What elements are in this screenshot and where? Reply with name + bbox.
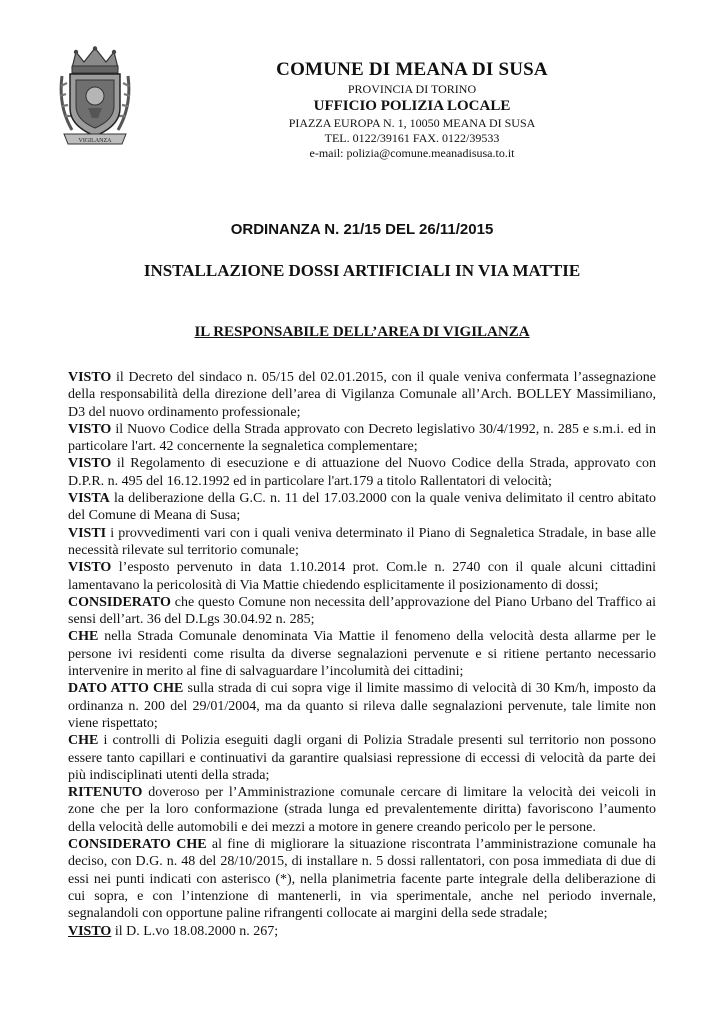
crest-motto: VIGILANZA	[78, 138, 112, 144]
paragraph-text: i controlli di Polizia eseguiti dagli organi di Polizia Stradale presenti sul territorio non possono essere tanto capillari e continuativi da garantire qualsiasi repressione di eccessi di velocità da parte dei più indisciplinati utenti della strada;	[68, 733, 656, 783]
paragraph-keyword: DATO ATTO CHE	[68, 681, 184, 697]
paragraph-keyword: VISTO	[68, 421, 112, 437]
responsible-heading: IL RESPONSABILE DELL’AREA DI VIGILANZA	[194, 324, 530, 340]
address: PIAZZA EUROPA N. 1, 10050 MEANA DI SUSA	[288, 116, 536, 130]
paragraph-text: il Nuovo Codice della Strada approvato con Decreto legislativo 30/4/1992, n. 285 e s.m.i. ed in particolare l'art. 42 concernente la segnaletica complementare;	[68, 421, 656, 455]
paragraph	[68, 732, 656, 784]
paragraph	[68, 923, 656, 940]
paragraph	[68, 490, 656, 525]
paragraph-text: la deliberazione della G.C. n. 11 del 17.03.2000 con la quale veniva delimitato il centro abitato del Comune di Meana di Susa;	[68, 491, 656, 524]
paragraph-text: l’esposto pervenuto in data 1.10.2014 prot. Com.le n. 2740 con il quale alcuni cittadini lamentavano la pericolosità di Via Mattie chiedendo esplicitamente il posizionamento di dossi;	[68, 560, 657, 593]
email: e-mail: polizia@comune.meanadisusa.to.it	[309, 146, 515, 160]
paragraph-keyword: VISTO	[68, 923, 112, 939]
paragraph	[68, 559, 656, 594]
paragraph-keyword: CHE	[68, 733, 99, 749]
paragraph-keyword: CONSIDERATO	[68, 594, 171, 610]
paragraph-keyword: VISTO	[68, 560, 112, 576]
municipal-crest-icon	[58, 46, 132, 146]
paragraph	[68, 421, 656, 456]
paragraph	[68, 369, 656, 421]
phone-fax: TEL. 0122/39161 FAX. 0122/39533	[324, 131, 500, 145]
paragraph-text: il Decreto del sindaco n. 05/15 del 02.01.2015, con il quale veniva confermata l’assegnazione della responsabilità della direzione dell’area di Vigilanza Comunale all’Arch. BOLLEY Massimiliano, D3 del nuovo ordinamento professionale;	[68, 370, 656, 420]
paragraph-keyword: VISTI	[68, 525, 107, 541]
paragraph-text: il D. L.vo 18.08.2000 n. 267;	[114, 923, 279, 939]
document-body	[68, 369, 656, 940]
paragraph-text: i provvedimenti vari con i quali veniva determinato il Piano di Segnaletica Stradale, in base alle necessità rilevate sul territorio comunale;	[68, 525, 656, 558]
province: PROVINCIA DI TORINO	[347, 82, 477, 96]
office-name: UFFICIO POLIZIA LOCALE	[313, 98, 511, 114]
paragraph-text: che questo Comune non necessita dell’approvazione del Piano Urbano del Traffico ai sensi dell’art. 36 del D.Lgs 30.04.92 n. 285;	[68, 594, 657, 628]
paragraph-keyword: VISTO	[68, 456, 112, 472]
paragraph	[68, 680, 656, 732]
paragraph-keyword: CONSIDERATO CHE	[68, 837, 207, 853]
paragraph	[68, 836, 656, 922]
paragraph-text: nella Strada Comunale denominata Via Mattie il fenomeno della velocità desta allarme per le persone ivi residenti come risulta da diverse segnalazioni pervenute e si ritiene pertanto necessario intervenire in merito al fine di salvaguardare l’incolumità dei cittadini;	[68, 629, 656, 680]
paragraph-text: doveroso per l’Amministrazione comunale cercare di limitare la velocità dei veicoli in zone che per la loro conformazione (strada lunga ed prevalentemente diritta) favoriscono l’aumento della velocità delle automobili e dei mezzi a motore in genere creando pericolo per le persone.	[68, 785, 657, 835]
paragraph	[68, 594, 656, 629]
letterhead	[140, 58, 684, 161]
ordinance-subject: INSTALLAZIONE DOSSI ARTIFICIALI IN VIA MATTIE	[143, 261, 581, 280]
paragraph	[68, 784, 656, 836]
paragraph-text: sulla strada di cui sopra vige il limite massimo di velocità di 30 Km/h, imposto da ordinanza n. 200 del 29/01/2004, ma da quanto si rileva dalle segnalazioni pervenute, tale limite non viene rispettato;	[68, 681, 657, 731]
paragraph	[68, 455, 656, 490]
municipality-title: COMUNE DI MEANA DI SUSA	[276, 59, 548, 80]
paragraph	[68, 525, 656, 560]
paragraph-text: al fine di migliorare la situazione riscontrata l’amministrazione comunale ha deciso, con D.G. n. 48 del 28/10/2015, di installare n. 5 dossi rallentatori, con posa immediata di due di essi nei punti indicati con asterisco (*), nella planimetria facente parte integrale della deliberazione di cui sopra, e con l’intenzione di mantenerli, in via sperimentale, anche nel periodo invernale, segnalandoli con opportune paline rifrangenti collocate ai margini della sede stradale;	[68, 837, 656, 922]
paragraph-keyword: VISTO	[68, 370, 112, 385]
paragraph-text: il Regolamento di esecuzione e di attuazione del Nuovo Codice della Strada, approvato con D.P.R. n. 495 del 16.12.1992 ed in particolare l'art.179 a titolo Rallentatori di velocità;	[68, 456, 657, 489]
paragraph-keyword: RITENUTO	[68, 785, 143, 801]
paragraph	[68, 628, 656, 680]
paragraph-keyword: VISTA	[68, 491, 110, 507]
paragraph-keyword: CHE	[68, 629, 99, 645]
ordinance-number: ORDINANZA N. 21/15 DEL 26/11/2015	[230, 221, 494, 238]
